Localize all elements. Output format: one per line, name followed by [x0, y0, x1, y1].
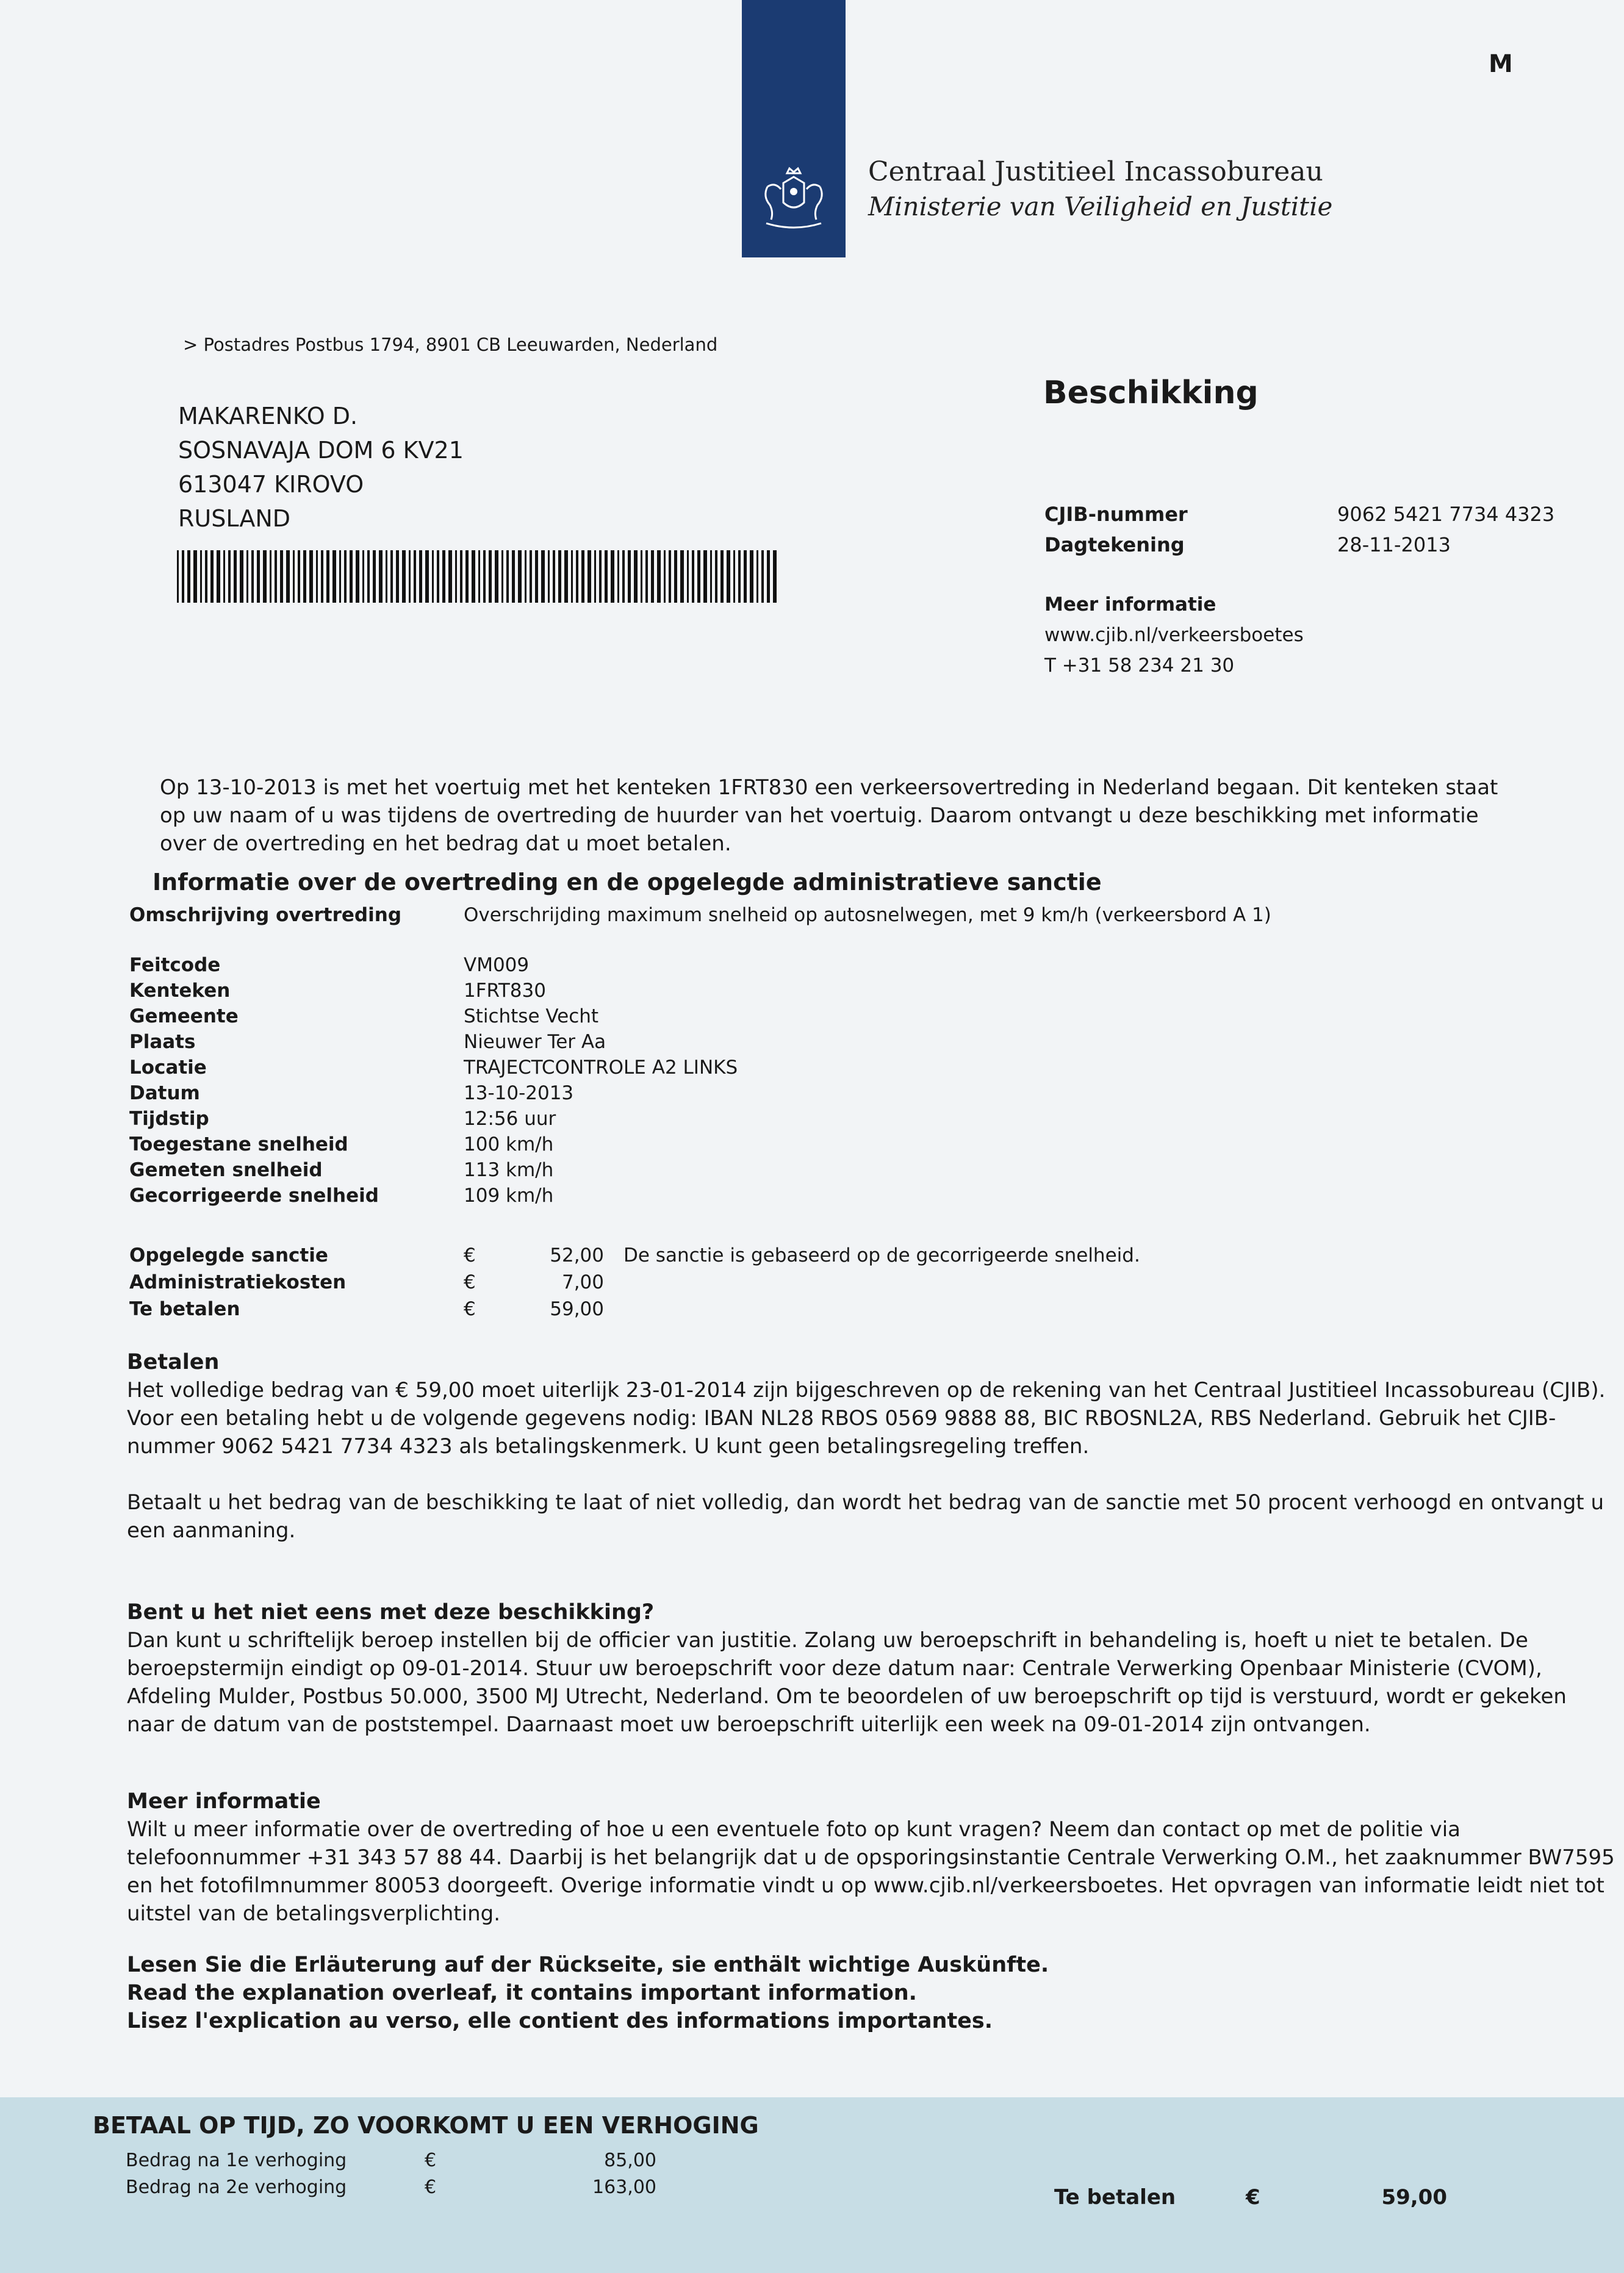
detail-label: Toegestane snelheid [129, 1133, 348, 1155]
barcode-bar [478, 550, 480, 603]
detail-row [129, 1031, 1513, 1057]
barcode-bar [692, 550, 694, 603]
detail-row [129, 1082, 1513, 1108]
barcode-bar [293, 550, 295, 603]
barcode-bar [733, 550, 735, 603]
increase-amounts [126, 2150, 656, 2203]
barcode-bar [530, 550, 532, 603]
barcode-bar [326, 550, 329, 603]
notice-english: Read the explanation overleaf, it contains important information. [127, 1981, 917, 2005]
date-value: 28-11-2013 [1337, 533, 1451, 556]
barcode-bar [727, 550, 730, 603]
barcode-bar [645, 550, 648, 603]
contact-info [1044, 589, 1304, 681]
intro-paragraph: Op 13-10-2013 is met het voertuig met het kenteken 1FRT830 een verkeersovertreding in Nederland begaan. Dit kenteken staat op uw naam of u was tijdens de overtreding de huurder van het voertuig. Daarom ontvangt u deze beschikking met informatie over de overtreding en het bedrag dat u moet betalen. [160, 775, 1498, 856]
corner-mark: M [1489, 50, 1513, 78]
amount-label: Te betalen [129, 1298, 240, 1320]
barcode-bar [390, 550, 393, 603]
barcode-bar [664, 550, 666, 603]
barcode-bar [309, 550, 313, 603]
barcode-bar [223, 550, 225, 603]
barcode-bar [605, 550, 608, 603]
amount-note: De sanctie is gebaseerd op de gecorrigeerde snelheid. [623, 1244, 1140, 1266]
barcode-bar [442, 550, 445, 603]
increase-row [126, 2177, 656, 2203]
contact-phone: T +31 58 234 21 30 [1044, 655, 1235, 677]
detail-label: Datum [129, 1082, 200, 1104]
payment-slip-title: BETAAL OP TIJD, ZO VOORKOMT U EEN VERHOGING [93, 2112, 759, 2139]
detail-label: Kenteken [129, 980, 231, 1002]
payment-paragraph: Het volledige bedrag van € 59,00 moet uiterlijk 23-01-2014 zijn bijgeschreven op de rekening van het Centraal Justitieel Incassobureau (CJIB). Voor een betaling hebt u de volgende gegevens nodig: IBAN NL28 RBOS 0569 9888 88, BIC RBOSNL2A, RBS Nederland. Gebruik het CJIB-nummer 9062 5421 7734 4323 als betalingskenmerk. U kunt geen betalingsregeling treffen. [127, 1378, 1606, 1459]
barcode-bar [495, 550, 498, 603]
barcode-bar [680, 550, 684, 603]
late-payment-paragraph: Betaalt u het bedrag van de beschikking te laat of niet volledig, dan wordt het bedrag van de sanctie met 50 procent verhoogd en ontvangt u een aanmaning. [127, 1490, 1604, 1543]
detail-label: Locatie [129, 1057, 207, 1079]
multilingual-notice [127, 1951, 1049, 2035]
detail-label: Tijdstip [129, 1108, 209, 1130]
barcode-bar [715, 550, 717, 603]
increase-amount: 163,00 [592, 2177, 656, 2198]
barcode-bar [697, 550, 700, 603]
barcode-bar [257, 550, 260, 603]
barcode-bar [767, 550, 770, 603]
detail-row [129, 1005, 1513, 1031]
amount-value: 59,00 [550, 1298, 604, 1320]
barcode-bar [599, 550, 602, 603]
detail-value: 113 km/h [464, 1159, 554, 1181]
more-info-heading: Meer informatie [127, 1789, 321, 1814]
total-currency: € [1246, 2185, 1260, 2210]
amount-value: 7,00 [561, 1271, 604, 1293]
barcode-bar [581, 550, 584, 603]
detail-label: Plaats [129, 1031, 196, 1053]
notice-french: Lisez l'explication au verso, elle contient des informations importantes. [127, 2009, 993, 2033]
barcode-bar [773, 550, 777, 603]
barcode-bar [535, 550, 538, 603]
amount-row [129, 1271, 1140, 1298]
recipient-line: RUSLAND [178, 505, 291, 532]
date-row [1044, 530, 1554, 560]
amount-row [129, 1244, 1140, 1271]
barcode-bar [703, 550, 707, 603]
amount-currency: € [464, 1298, 476, 1320]
barcode-bar [339, 550, 341, 603]
more-info-paragraph: Wilt u meer informatie over de overtreding of hoe u een eventuele foto op kunt vragen? Neem dan contact op met de politie via telefoonnummer +31 343 57 88 44. Daarbij is het belangrijk dat u de opsporingsinstantie Centrale Verwerking O.M., het zaaknummer BW7595 en het fotofilmnummer 80053 doorgeeft. Overige informatie vindt u op www.cjib.nl/verkeersboetes. Het opvragen van informatie leidt niet tot uitstel van de betalingsverplichting. [127, 1817, 1615, 1926]
barcode-bar [553, 550, 555, 603]
barcode-bar [750, 550, 753, 603]
barcode-bar [182, 550, 184, 603]
barcode-bar [489, 550, 492, 603]
barcode-bar [501, 550, 503, 603]
detail-value: 13-10-2013 [464, 1082, 574, 1104]
barcode-bar [448, 550, 452, 603]
barcode-bar [576, 550, 578, 603]
ministry-name: Ministerie van Veiligheid en Justitie [868, 192, 1333, 221]
barcode-bar [373, 550, 376, 603]
barcode-bar [246, 550, 248, 603]
barcode-bar [518, 550, 522, 603]
barcode-bar [611, 550, 614, 603]
barcode-bar [205, 550, 207, 603]
cjib-number-row [1044, 499, 1554, 530]
barcode-bar [455, 550, 457, 603]
increase-row [126, 2150, 656, 2177]
barcode-bar [396, 550, 399, 603]
detail-label: Gemeten snelheid [129, 1159, 323, 1181]
document-meta [1044, 499, 1554, 560]
barcode-bar [177, 550, 179, 603]
increase-label: Bedrag na 2e verhoging [126, 2177, 347, 2198]
barcode-bar [344, 550, 347, 603]
barcode-bar [587, 550, 591, 603]
barcode-bar [425, 550, 429, 603]
barcode-bar [414, 550, 416, 603]
barcode-bar [617, 550, 619, 603]
barcode-bar [460, 550, 462, 603]
barcode-bar [187, 550, 190, 603]
total-label: Te betalen [1054, 2185, 1176, 2210]
barcode-bar [506, 550, 509, 603]
violation-section-title: Informatie over de overtreding en de opgelegde administratieve sanctie [153, 869, 1102, 896]
detail-row [129, 1108, 1513, 1133]
barcode-bar [738, 550, 741, 603]
barcode-bar [321, 550, 323, 603]
violation-details-table [129, 903, 1513, 1210]
amount-currency: € [464, 1271, 476, 1293]
barcode-bar [200, 550, 202, 603]
detail-value: 100 km/h [464, 1133, 554, 1155]
barcode-bar [669, 550, 671, 603]
detail-row [129, 1133, 1513, 1159]
barcode-bar [634, 550, 638, 603]
barcode-bar [548, 550, 550, 603]
barcode-bar [628, 550, 631, 603]
document-title: Beschikking [1043, 375, 1259, 411]
barcode-bar [761, 550, 764, 603]
amounts-table [129, 1244, 1140, 1325]
detail-row [129, 1185, 1513, 1210]
recipient-line: MAKARENKO D. [178, 403, 358, 429]
detail-row [129, 1057, 1513, 1082]
detail-value: 1FRT830 [464, 980, 546, 1002]
amount-currency: € [464, 1244, 476, 1266]
recipient-line: 613047 KIROVO [178, 471, 364, 498]
barcode-bar [362, 550, 364, 603]
barcode-bar [379, 550, 383, 603]
barcode-bar [674, 550, 677, 603]
increase-label: Bedrag na 1e verhoging [126, 2150, 347, 2171]
amount-row [129, 1298, 1140, 1325]
barcode-bar [228, 550, 231, 603]
detail-value: 109 km/h [464, 1185, 554, 1207]
detail-value: Overschrijding maximum snelheid op autosnelwegen, met 9 km/h (verkeersbord A 1) [464, 904, 1271, 926]
barcode-bar [217, 550, 220, 603]
barcode-bar [437, 550, 439, 603]
barcode-bar [525, 550, 526, 603]
barcode-bar [512, 550, 515, 603]
barcode-bar [710, 550, 712, 603]
detail-label: Gecorrigeerde snelheid [129, 1185, 379, 1207]
appeal-section [127, 1598, 1615, 1739]
payment-heading: Betalen [127, 1350, 220, 1374]
barcode-bar [541, 550, 545, 603]
amount-label: Administratiekosten [129, 1271, 347, 1293]
detail-value: Nieuwer Ter Aa [464, 1031, 606, 1053]
barcode-bar [316, 550, 318, 603]
recipient-line: SOSNAVAJA DOM 6 KV21 [178, 437, 464, 464]
barcode-bar [687, 550, 689, 603]
barcode-bar [558, 550, 561, 603]
cjib-number-value: 9062 5421 7734 4323 [1337, 503, 1555, 526]
barcode-bar [286, 550, 290, 603]
increase-currency: € [425, 2177, 437, 2198]
barcode-bar [720, 550, 724, 603]
barcode-bar [263, 550, 267, 603]
more-info-section [127, 1787, 1615, 1928]
barcode-bar [251, 550, 254, 603]
barcode-bar [210, 550, 214, 603]
detail-row [129, 903, 1513, 954]
date-label: Dagtekening [1044, 533, 1185, 556]
barcode-bar [651, 550, 654, 603]
detail-value: Stichtse Vecht [464, 1005, 599, 1027]
barcode-bar [432, 550, 434, 603]
barcode-bar [367, 550, 370, 603]
detail-label: Feitcode [129, 954, 221, 976]
total-amount: 59,00 [1381, 2185, 1447, 2210]
detail-value: 12:56 uur [464, 1108, 556, 1130]
barcode-bar [564, 550, 568, 603]
appeal-heading: Bent u het niet eens met deze beschikking? [127, 1600, 655, 1625]
barcode-bar [298, 550, 300, 603]
payment-total [1054, 2185, 1447, 2210]
detail-label: Gemeente [129, 1005, 239, 1027]
increase-currency: € [425, 2150, 437, 2171]
barcode-bar [483, 550, 486, 603]
postal-barcode [177, 550, 780, 603]
barcode-bar [622, 550, 625, 603]
coat-of-arms-icon [749, 160, 838, 233]
contact-url: www.cjib.nl/verkeersboetes [1044, 624, 1304, 646]
barcode-bar [332, 550, 336, 603]
detail-value: VM009 [464, 954, 530, 976]
recipient-address [178, 399, 464, 536]
barcode-bar [356, 550, 359, 603]
barcode-bar [350, 550, 353, 603]
organization-name: Centraal Justitieel Incassobureau [868, 156, 1323, 187]
amount-value: 52,00 [550, 1244, 604, 1266]
appeal-paragraph: Dan kunt u schriftelijk beroep instellen bij de officier van justitie. Zolang uw beroepschrift in behandeling is, hoeft u niet te betalen. De beroepstermijn eindigt op 09-01-2014. Stuur uw beroepschrift voor deze datum naar: Centrale Verwerking Openbaar Ministerie (CVOM), Afdeling Mulder, Postbus 50.000, 3500 MJ Utrecht, Nederland. Om te beoordelen of uw beroepschrift op tijd is verstuurd, wordt er gekeken naar de datum van de poststempel. Daarnaast moet uw beroepschrift uiterlijk een week na 09-01-2014 zijn ontvangen. [127, 1628, 1567, 1737]
barcode-bar [275, 550, 277, 603]
barcode-bar [744, 550, 747, 603]
increase-amount: 85,00 [604, 2150, 656, 2171]
barcode-bar [270, 550, 271, 603]
payment-section [127, 1348, 1615, 1545]
cjib-number-label: CJIB-nummer [1044, 503, 1188, 526]
detail-row [129, 954, 1513, 980]
barcode-bar [280, 550, 283, 603]
barcode-bar [240, 550, 243, 603]
detail-label: Omschrijving overtreding [129, 904, 402, 926]
barcode-bar [402, 550, 406, 603]
contact-info-heading: Meer informatie [1044, 594, 1216, 616]
barcode-bar [409, 550, 411, 603]
detail-value: TRAJECTCONTROLE A2 LINKS [464, 1057, 738, 1079]
barcode-bar [386, 550, 387, 603]
return-address: > Postadres Postbus 1794, 8901 CB Leeuwarden, Nederland [183, 334, 718, 355]
amount-label: Opgelegde sanctie [129, 1244, 328, 1266]
barcode-bar [193, 550, 197, 603]
barcode-bar [571, 550, 573, 603]
barcode-bar [756, 550, 758, 603]
barcode-bar [657, 550, 661, 603]
detail-row [129, 1159, 1513, 1185]
barcode-bar [303, 550, 306, 603]
barcode-bar [641, 550, 642, 603]
barcode-bar [594, 550, 596, 603]
barcode-bar [465, 550, 469, 603]
barcode-bar [234, 550, 237, 603]
barcode-bar [419, 550, 422, 603]
barcode-bar [472, 550, 475, 603]
detail-row [129, 980, 1513, 1005]
notice-german: Lesen Sie die Erläuterung auf der Rückseite, sie enthält wichtige Auskünfte. [127, 1953, 1049, 1977]
